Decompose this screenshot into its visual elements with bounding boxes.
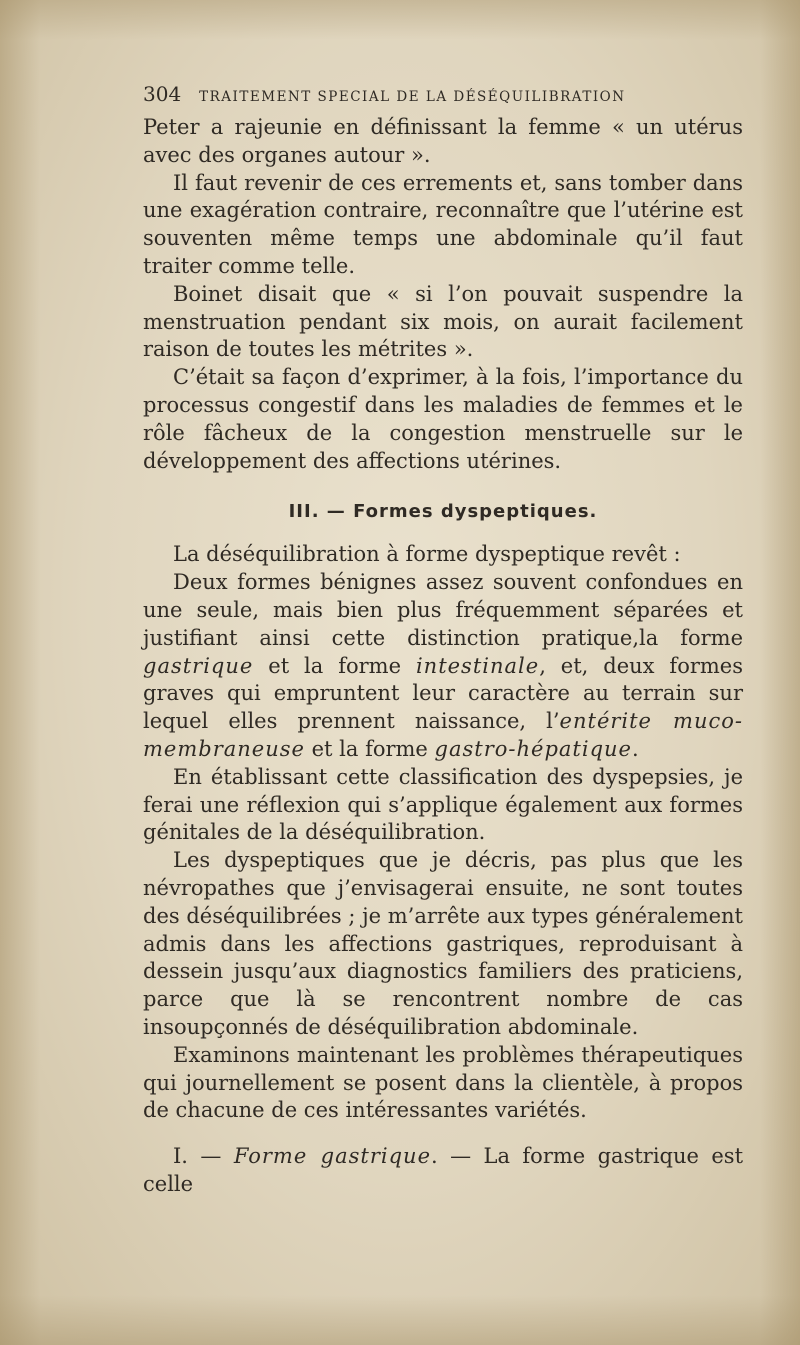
paragraph-errements: Il faut revenir de ces errements et, sans tomber dans une exagération contraire, reconnaître que l’utérine est souventen même temps une abdominale qu’il faut traiter comme telle.: [143, 170, 743, 278]
italic-term-gastro-hepatique: gastro-hépatique: [434, 736, 632, 761]
text-run: et la forme: [304, 736, 435, 761]
text-run: . — La forme gastrique est celle: [143, 1144, 744, 1196]
page-shadow-top: [0, 0, 800, 40]
paragraph-examinons: Examinons maintenant les problèmes thérapeutiques qui journellement se posent dans la clientèle, à propos de chacune de ces intéressantes variétés.: [143, 1042, 743, 1123]
page-shadow-left: [0, 0, 40, 1345]
italic-subheading: Forme gastrique: [233, 1144, 432, 1169]
italic-term-enterite: entérite muco-membraneuse: [143, 709, 743, 761]
paragraph-forme-gastrique: [143, 1143, 743, 1199]
text-run: .: [631, 736, 639, 761]
page-shadow-bottom: [0, 1295, 800, 1345]
running-header: [143, 74, 743, 114]
text-run: et la forme: [253, 653, 416, 678]
text-run: , et, deux formes graves qui empruntent leur caractère au terrain sur lequel elles prennent naissance, l’: [143, 653, 743, 734]
paragraph-gap: [143, 1125, 743, 1143]
text-block: [143, 74, 743, 1199]
italic-term-intestinale: intestinale: [415, 653, 540, 678]
paragraph-intro: La déséquilibration à forme dyspeptique revêt :: [173, 542, 681, 567]
paragraph-processus: C’était sa façon d’exprimer, à la fois, l’importance du processus congestif dans les maladies de femmes et le rôle fâcheux de la congestion menstruelle sur le développement des affections utérines.: [143, 365, 743, 473]
italic-term-gastrique: gastrique: [143, 653, 254, 678]
paragraph-dyspeptiques: Les dyspeptiques que je décris, pas plus que les névropathes que j’envisagerai ensuite, ne sont toutes des déséquilibrées ; je m’arrête aux types généralement admis dans les affections gastriques, reproduisant à dessein jusqu’aux diagnostics familiers des praticiens, parce que là se rencontrent nombre de cas insoupçonnés de déséquilibration abdominale.: [143, 848, 743, 1039]
running-title: TRAITEMENT SPECIAL DE LA DÉSÉQUILIBRATION: [199, 89, 626, 105]
paragraph-classification: En établissant cette classification des dyspepsies, je ferai une réflexion qui s’applique également aux formes génitales de la déséquilibration.: [143, 764, 743, 845]
paragraph-peter: Peter a rajeunie en définissant la femme « un utérus avec des organes autour ».: [143, 115, 743, 167]
text-run: I. —: [173, 1144, 234, 1169]
section-title: III. — Formes dyspeptiques.: [288, 501, 598, 523]
paragraph-formes: [143, 569, 743, 764]
paragraph-boinet: Boinet disait que « si l’on pouvait suspendre la menstruation pendant six mois, on aurait facilement raison de toutes les métrites ».: [143, 281, 743, 362]
text-run: Deux formes bénignes assez souvent confondues en une seule, mais bien plus fréquemment séparées et justifiant ainsi cette distinction pratique,la forme: [143, 570, 743, 650]
page-shadow-right: [760, 0, 800, 1345]
page-number: 304: [143, 82, 182, 106]
